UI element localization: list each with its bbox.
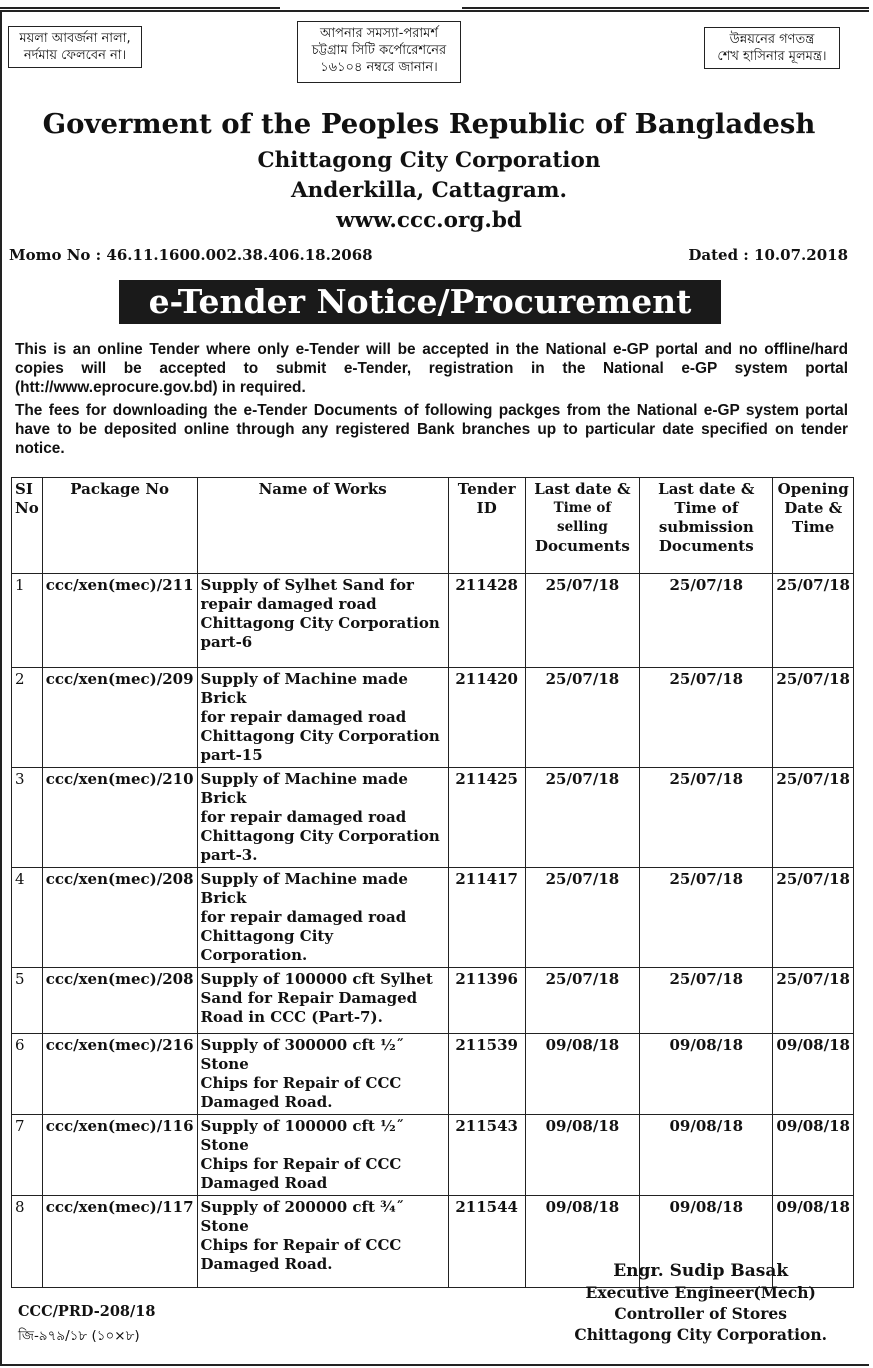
cell-package: ccc/xen(mec)/210 — [42, 768, 197, 868]
print-code: জি-৯৭৯/১৮ (১০×৮) — [18, 1328, 140, 1344]
table-row — [12, 1034, 854, 1115]
cell-submission-date: 09/08/18 — [640, 1034, 773, 1115]
tender-table — [11, 477, 854, 1288]
cell-tender-id: 211539 — [448, 1034, 525, 1115]
cell-works: Supply of 100000 cft ½˝ Stone Chips for Repair of CCC Damaged Road — [197, 1115, 448, 1196]
table-row — [12, 668, 854, 768]
header-sl: SI No — [12, 478, 43, 574]
cell-submission-date: 25/07/18 — [640, 868, 773, 968]
cell-opening-date: 09/08/18 — [773, 1196, 854, 1288]
cell-selling-date: 25/07/18 — [525, 868, 640, 968]
top-rule-left — [0, 7, 280, 9]
header-submission: Last date & Time of submission Documents — [640, 478, 773, 574]
cell-tender-id: 211396 — [448, 968, 525, 1034]
cell-submission-date: 25/07/18 — [640, 668, 773, 768]
header-opening: Opening Date & Time — [773, 478, 854, 574]
cell-sl: 4 — [12, 868, 43, 968]
reference-number: CCC/PRD-208/18 — [18, 1303, 156, 1320]
date: Dated : 10.07.2018 — [688, 246, 848, 264]
table-row — [12, 1115, 854, 1196]
header-works: Name of Works — [197, 478, 448, 574]
table-header-row — [12, 478, 854, 574]
cell-selling-date: 09/08/18 — [525, 1196, 640, 1288]
top-rule-right — [462, 7, 869, 9]
header-package: Package No — [42, 478, 197, 574]
cell-tender-id: 211420 — [448, 668, 525, 768]
notice-title: e-Tender Notice/Procurement — [119, 280, 721, 324]
header-tender-id: Tender ID — [448, 478, 525, 574]
cell-submission-date: 09/08/18 — [640, 1196, 773, 1288]
cell-opening-date: 25/07/18 — [773, 668, 854, 768]
cell-opening-date: 09/08/18 — [773, 1034, 854, 1115]
cell-opening-date: 25/07/18 — [773, 768, 854, 868]
cell-selling-date: 09/08/18 — [525, 1115, 640, 1196]
cell-tender-id: 211544 — [448, 1196, 525, 1288]
table-row — [12, 868, 854, 968]
memo-number: Momo No : 46.11.1600.002.38.406.18.2068 — [9, 246, 373, 264]
cell-sl: 7 — [12, 1115, 43, 1196]
cell-submission-date: 25/07/18 — [640, 968, 773, 1034]
cell-package: ccc/xen(mec)/208 — [42, 968, 197, 1034]
cell-selling-date: 25/07/18 — [525, 768, 640, 868]
cell-works: Supply of Machine made Brick for repair damaged road Chittagong City Corporation part-3. — [197, 768, 448, 868]
cell-sl: 5 — [12, 968, 43, 1034]
slogan-center: আপনার সমস্যা-পরামর্শ চট্টগ্রাম সিটি কর্পোরেশনের ১৬১০৪ নম্বরে জানান। — [297, 21, 461, 83]
slogan-right: উন্নয়নের গণতন্ত্র শেখ হাসিনার মূলমন্ত্র। — [704, 27, 840, 69]
corporation-name: Chittagong City Corporation — [257, 148, 601, 173]
cell-works: Supply of Sylhet Sand for repair damaged road Chittagong City Corporation part-6 — [197, 574, 448, 668]
government-title: Goverment of the Peoples Republic of Bangladesh — [42, 108, 816, 140]
table-row — [12, 768, 854, 868]
cell-selling-date: 25/07/18 — [525, 968, 640, 1034]
table-row — [12, 968, 854, 1034]
signatory-role: Controller of Stores — [614, 1304, 788, 1323]
signatory-name: Engr. Sudip Basak — [613, 1261, 789, 1281]
signatory-title: Executive Engineer(Mech) — [585, 1283, 816, 1302]
cell-opening-date: 09/08/18 — [773, 1115, 854, 1196]
paragraph-fees: The fees for downloading the e-Tender Documents of following packges from the National e-GP system portal have to be deposited online through any registered Bank branches up to particular date specified on tender notice. — [15, 402, 848, 457]
slogan-left: ময়লা আবর্জনা নালা, নর্দমায় ফেলবেন না। — [8, 26, 142, 68]
cell-submission-date: 25/07/18 — [640, 768, 773, 868]
cell-submission-date: 09/08/18 — [640, 1115, 773, 1196]
address: Anderkilla, Cattagram. — [290, 178, 567, 203]
cell-works: Supply of Machine made Brick for repair damaged road Chittagong City Corporation. — [197, 868, 448, 968]
cell-sl: 2 — [12, 668, 43, 768]
cell-works: Supply of Machine made Brick for repair damaged road Chittagong City Corporation part-15 — [197, 668, 448, 768]
cell-tender-id: 211543 — [448, 1115, 525, 1196]
cell-sl: 8 — [12, 1196, 43, 1288]
cell-package: ccc/xen(mec)/216 — [42, 1034, 197, 1115]
cell-tender-id: 211428 — [448, 574, 525, 668]
cell-submission-date: 25/07/18 — [640, 574, 773, 668]
cell-works: Supply of 200000 cft ¾˝ Stone Chips for Repair of CCC Damaged Road. — [197, 1196, 448, 1288]
cell-sl: 1 — [12, 574, 43, 668]
cell-tender-id: 211417 — [448, 868, 525, 968]
website: www.ccc.org.bd — [336, 208, 522, 233]
cell-package: ccc/xen(mec)/208 — [42, 868, 197, 968]
cell-selling-date: 09/08/18 — [525, 1034, 640, 1115]
cell-opening-date: 25/07/18 — [773, 968, 854, 1034]
table-row — [12, 574, 854, 668]
cell-package: ccc/xen(mec)/116 — [42, 1115, 197, 1196]
cell-tender-id: 211425 — [448, 768, 525, 868]
cell-package: ccc/xen(mec)/209 — [42, 668, 197, 768]
cell-opening-date: 25/07/18 — [773, 868, 854, 968]
cell-package: ccc/xen(mec)/117 — [42, 1196, 197, 1288]
cell-sl: 6 — [12, 1034, 43, 1115]
paragraph-online-tender: This is an online Tender where only e-Tender will be accepted in the National e-GP portal and no offline/hard copies will be accepted to submit e-Tender, registration in the National e-GP system portal (htt://www.eprocure.gov.bd) in required. — [15, 341, 848, 396]
cell-works: Supply of 100000 cft Sylhet Sand for Repair Damaged Road in CCC (Part-7). — [197, 968, 448, 1034]
cell-sl: 3 — [12, 768, 43, 868]
tender-body — [12, 574, 854, 1288]
cell-selling-date: 25/07/18 — [525, 668, 640, 768]
signature-block — [574, 1261, 827, 1345]
cell-opening-date: 25/07/18 — [773, 574, 854, 668]
signatory-org: Chittagong City Corporation. — [574, 1325, 827, 1344]
header-selling: Last date & Time of selling Documents — [525, 478, 640, 574]
cell-selling-date: 25/07/18 — [525, 574, 640, 668]
cell-works: Supply of 300000 cft ½˝ Stone Chips for Repair of CCC Damaged Road. — [197, 1034, 448, 1115]
cell-package: ccc/xen(mec)/211 — [42, 574, 197, 668]
